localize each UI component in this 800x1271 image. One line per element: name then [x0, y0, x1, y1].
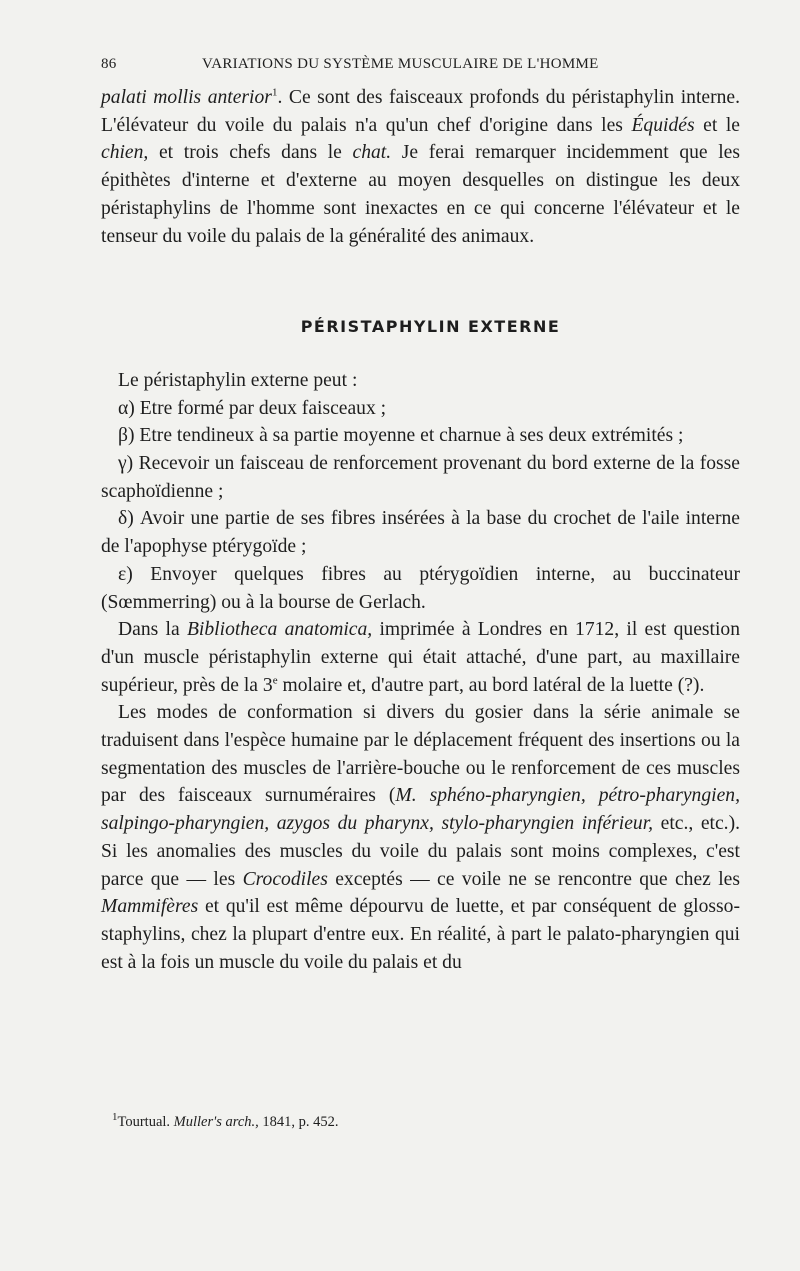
running-title: VARIATIONS DU SYSTÈME MUSCULAIRE DE L'HOMME: [202, 56, 599, 72]
italic-term: Crocodiles: [242, 868, 328, 890]
italic-term: Équidés: [631, 114, 695, 136]
list-item: γ) Recevoir un faisceau de renforcement provenant du bord externe de la fosse scaphoïdienne ;: [101, 453, 740, 502]
text-run: et le: [694, 114, 740, 136]
text-run: exceptés — ce voile ne se rencontre que chez les: [327, 868, 741, 890]
footnote: [112, 1111, 339, 1131]
italic-term: Mammifères: [101, 896, 199, 918]
body-text: [101, 84, 740, 976]
italic-term: Muller's arch.,: [173, 1114, 259, 1130]
text-run: 1841, p. 452.: [258, 1114, 339, 1130]
italic-term: chat.: [352, 142, 392, 164]
text-run: imprimée à Londres en 1712, il est question d'un muscle péristaphylin externe qui était attaché, d'une part, au maxillaire supérieur, près de la 3: [101, 619, 740, 696]
text-run: Les modes de conformation si divers du gosier dans la série animale se traduisent dans l'espèce humaine par le déplacement fréquent des insertions ou la segmentation des muscles de l'arrière-bouche ou le renforcement de ces muscles par des faisceaux surnuméraires (: [101, 702, 740, 807]
italic-term: M. sphéno-pharyngien, pétro-pharyngien, salpingo-pharyngien, azygos du pharynx, stylo-pharyngien inférieur,: [101, 785, 740, 835]
italic-term: Bibliotheca anatomica,: [186, 619, 373, 641]
text-run: etc., etc.). Si les anomalies des muscles du voile du palais sont moins complexes, c'est parce que — les: [101, 813, 740, 890]
list-intro: Le péristaphylin externe peut :: [118, 369, 358, 391]
paragraph-2: [101, 616, 740, 699]
paragraph-3: [101, 699, 740, 976]
paragraph-1: [101, 84, 740, 250]
italic-term: chien,: [101, 142, 149, 164]
list-item: β) Etre tendineux à sa partie moyenne et charnue à ses deux extrémités ;: [118, 425, 684, 447]
text-run: et trois chefs dans le: [148, 142, 353, 164]
superscript: e: [272, 674, 278, 687]
footnote-marker: 1: [112, 1111, 118, 1124]
text-run: . Ce sont des faisceaux profonds du péristaphylin interne. L'élévateur du voile du palais n'a qu'un chef d'origine dans les: [101, 87, 740, 136]
text-run: Tourtual.: [117, 1114, 174, 1130]
list-item: δ) Avoir une partie de ses fibres insérées à la base du crochet de l'aile interne de l'apophyse ptérygoïde ;: [101, 508, 740, 558]
text-run: Dans la: [118, 619, 187, 641]
list-item: ε) Envoyer quelques fibres au ptérygoïdien interne, au buccinateur (Sœmmerring) ou à la bourse de Gerlach.: [101, 563, 740, 613]
page-number: 86: [101, 56, 117, 72]
list-item: α) Etre formé par deux faisceaux ;: [118, 397, 387, 419]
italic-term: palati mollis anterior: [101, 87, 272, 108]
text-run: Je ferai remarquer incidemment que les épithètes d'interne et d'externe au moyen desquelles on distingue les deux péristaphylins de l'homme sont inexactes en ce qui concerne l'élévateur et le tenseur du voile du palais de la généralité des animaux.: [101, 142, 741, 247]
text-run: molaire et, d'autre part, au bord latéral de la luette (?).: [277, 674, 705, 696]
footnote-ref: 1: [271, 86, 278, 99]
section-heading: PÉRISTAPHYLIN EXTERNE: [300, 317, 561, 337]
text-run: et qu'il est même dépourvu de luette, et par conséquent de glosso-staphylins, chez la plupart d'entre eux. En réalité, à part le palato-pharyngien qui est à la fois un muscle du voile du palais et du: [101, 896, 740, 973]
